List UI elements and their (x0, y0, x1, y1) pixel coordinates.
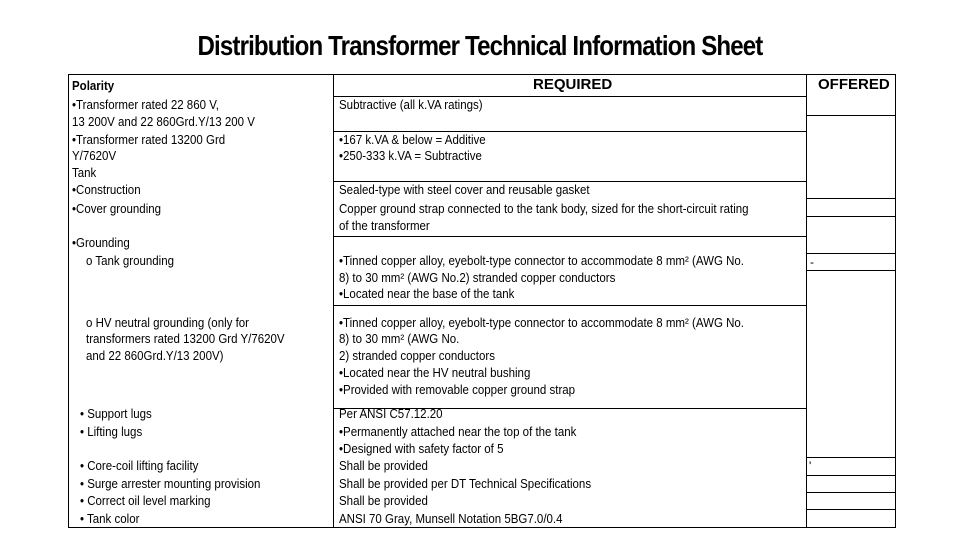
item-text: • Support lugs (80, 407, 152, 421)
requirement-text: Shall be provided (339, 494, 428, 508)
item-text: Y/7620V (72, 149, 117, 163)
item-text: •Grounding (72, 236, 130, 250)
row-divider (806, 492, 895, 493)
row-divider (806, 270, 895, 271)
item-text: • Lifting lugs (80, 425, 143, 439)
item-text: • Core-coil lifting facility (80, 459, 199, 473)
requirement-text: of the transformer (339, 219, 430, 233)
requirement-text: •167 k.VA & below = Additive (339, 133, 486, 147)
column-divider (333, 75, 334, 527)
item-text: Tank (72, 166, 97, 180)
requirement-text: 8) to 30 mm² (AWG No. (339, 332, 460, 346)
requirement-text: Shall be provided per DT Technical Specifications (339, 477, 592, 491)
requirement-text: •Designed with safety factor of 5 (339, 442, 504, 456)
row-divider (806, 253, 895, 254)
row-divider (806, 216, 895, 217)
requirement-text: •Provided with removable copper ground strap (339, 383, 576, 397)
row-divider (806, 115, 895, 116)
requirement-text: Sealed-type with steel cover and reusable gasket (339, 183, 590, 197)
item-text: • Correct oil level marking (80, 494, 211, 508)
row-divider (333, 305, 806, 306)
item-text: o Tank grounding (86, 254, 175, 268)
requirement-text: 2) stranded copper conductors (339, 349, 495, 363)
requirement-text: •Located near the base of the tank (339, 287, 515, 301)
requirement-text: Shall be provided (339, 459, 428, 473)
requirement-text: Copper ground strap connected to the tank body, sized for the short-circuit rating (339, 202, 749, 216)
item-text: •Construction (72, 183, 141, 197)
item-text: o HV neutral grounding (only for (86, 316, 250, 330)
page-title: Distribution Transformer Technical Information Sheet (197, 30, 763, 61)
row-divider (806, 198, 895, 199)
item-text: 13 200V and 22 860Grd.Y/13 200 V (72, 115, 255, 129)
requirement-text: 8) to 30 mm² (AWG No.2) stranded copper conductors (339, 271, 616, 285)
requirement-text: •Permanently attached near the top of the tank (339, 425, 577, 439)
row-divider (333, 236, 806, 237)
requirement-text: ANSI 70 Gray, Munsell Notation 5BG7.0/0.4 (339, 512, 563, 526)
item-text: •Transformer rated 13200 Grd (72, 133, 226, 147)
requirement-text: •Located near the HV neutral bushing (339, 366, 531, 380)
offered-mark: ' (809, 459, 812, 473)
item-text: • Surge arrester mounting provision (80, 477, 261, 491)
technical-info-table (68, 74, 896, 528)
item-text: •Cover grounding (72, 202, 162, 216)
requirement-text: •Tinned copper alloy, eyebolt-type connector to accommodate 8 mm² (AWG No. (339, 254, 745, 268)
item-text: • Tank color (80, 512, 140, 526)
offered-mark: - (810, 255, 814, 269)
item-text: •Transformer rated 22 860 V, (72, 98, 220, 112)
requirement-text: •Tinned copper alloy, eyebolt-type connector to accommodate 8 mm² (AWG No. (339, 316, 745, 330)
row-divider (806, 509, 895, 510)
item-text: and 22 860Grd.Y/13 200V) (86, 349, 224, 363)
item-text: transformers rated 13200 Grd Y/7620V (86, 332, 285, 346)
requirement-text: Subtractive (all k.VA ratings) (339, 98, 483, 112)
row-divider (806, 457, 895, 458)
requirement-text: •250-333 k.VA = Subtractive (339, 149, 482, 163)
row-divider (806, 475, 895, 476)
required-header: REQUIRED (533, 76, 613, 93)
requirement-text: Per ANSI C57.12.20 (339, 407, 443, 421)
polarity-label: Polarity (72, 79, 115, 93)
offered-header: OFFERED (818, 76, 890, 93)
column-divider (806, 75, 807, 527)
